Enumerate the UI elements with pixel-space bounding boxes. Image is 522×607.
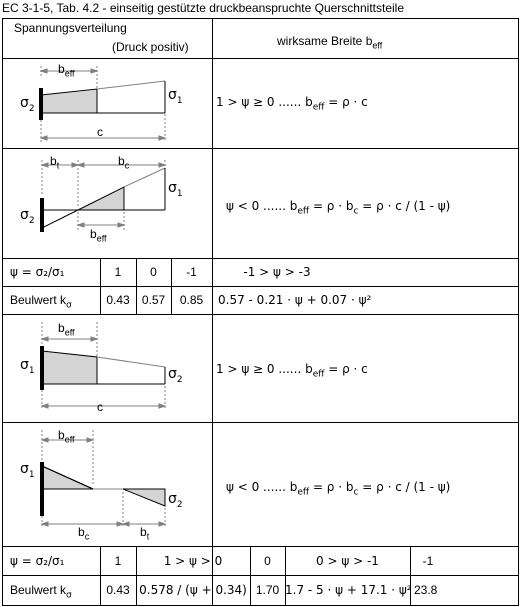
row-k-1-v4: 0.57 - 0.21 · ψ + 0.07 · ψ² — [218, 293, 372, 307]
d2-beff-base: b — [90, 227, 97, 241]
row-psi-1-label: ψ = σ₂/σ₁ — [10, 265, 65, 279]
row-psi-2-v4: 0 > ψ > -1 — [316, 554, 379, 568]
d1-beff-label — [58, 62, 75, 79]
dim-c-1 — [41, 114, 165, 142]
d2-bt-base: b — [50, 154, 57, 168]
formula-4-cond: ψ < 0 ...... b — [226, 480, 298, 494]
formula-1-rest: = ρ · c — [324, 95, 368, 109]
formula-4-rest2: = ρ · c / (1 - ψ) — [358, 480, 451, 494]
row-k-2-v2: 0.578 / (ψ + 0.34) — [139, 583, 247, 597]
d2-bc-label — [118, 154, 130, 171]
d2-sigma-left — [20, 207, 35, 226]
d3-c-label: c — [97, 400, 103, 414]
row-k-1-label — [10, 293, 72, 311]
formula-3 — [216, 362, 368, 380]
header-right — [277, 34, 383, 51]
diagram-4 — [2, 422, 212, 546]
d4-sigma-right — [168, 491, 183, 510]
formula-3-cond: 1 > ψ ≥ 0 ...... b — [216, 362, 313, 376]
formula-3-sub: eff — [312, 369, 325, 380]
stress-line-3 — [97, 357, 165, 367]
formula-3-rest: = ρ · c — [324, 362, 368, 376]
stress-line-1 — [97, 81, 165, 89]
header-right-text: wirksame Breite b — [277, 34, 373, 48]
d2-sigma-right-sub: 1 — [176, 188, 183, 199]
d2-bc-base: b — [118, 154, 125, 168]
d1-sigma-right-sub: 1 — [176, 95, 183, 106]
d2-bt-label — [50, 154, 60, 171]
row-psi-1-v1: 1 — [114, 265, 122, 279]
d2-beff-label — [90, 227, 107, 244]
d4-bt-label — [140, 525, 150, 542]
row-psi-1-v3: -1 — [186, 265, 197, 279]
d4-sigma-left-base: σ — [20, 461, 29, 477]
d2-sigma-left-sub: 2 — [28, 215, 35, 226]
formula-2-rest2: = ρ · c / (1 - ψ) — [358, 199, 451, 213]
header-left-line1: Spannungsverteilung — [14, 21, 127, 35]
d4-beff-label — [58, 428, 75, 445]
d3-beff-label — [58, 321, 75, 338]
formula-2-rest: = ρ · b — [309, 199, 354, 213]
row-k-2-label-base: Beulwert k — [10, 583, 67, 597]
row-k-1-label-sub: σ — [66, 300, 72, 311]
d1-sigma-right — [168, 87, 183, 106]
row-k-2-label — [10, 583, 72, 601]
d4-beff-base: b — [58, 428, 65, 442]
d4-bc-sub: c — [84, 531, 90, 542]
d3-sigma-left — [20, 357, 35, 376]
formula-4-sub: eff — [297, 487, 310, 498]
formula-4-sub2: c — [353, 487, 359, 498]
d1-beff-sub: eff — [64, 68, 75, 79]
d3-beff-base: b — [58, 321, 65, 335]
diagram-2 — [2, 148, 212, 258]
d2-beff-sub: eff — [96, 233, 107, 244]
tension-area-4 — [123, 489, 165, 506]
d3-sigma-right — [168, 366, 183, 385]
formula-4-rest: = ρ · b — [309, 480, 354, 494]
row-k-1-v3: 0.85 — [179, 293, 204, 307]
d4-sigma-left-sub: 1 — [28, 469, 35, 480]
formula-2-sub2: c — [353, 206, 359, 217]
tension-area-2 — [42, 210, 78, 228]
d2-sigma-left-base: σ — [20, 207, 29, 223]
effective-area-1 — [41, 89, 97, 113]
formula-2 — [226, 199, 451, 217]
row-psi-2-v5: -1 — [422, 554, 434, 568]
d4-bc-label — [78, 525, 90, 542]
d4-bc-base: b — [78, 525, 85, 539]
d2-sigma-right-base: σ — [168, 180, 177, 196]
row-psi-2-v2: 1 > ψ > 0 — [163, 554, 223, 568]
row-k-1-label-base: Beulwert k — [10, 293, 67, 307]
d1-sigma-right-base: σ — [168, 87, 177, 103]
dim-c-3 — [42, 386, 165, 410]
row-psi-1-v4: -1 > ψ > -3 — [243, 265, 311, 279]
row-k-2-v4: 1.7 - 5 · ψ + 17.1 · ψ² — [285, 583, 412, 597]
row-k-1-v2: 0.57 — [141, 293, 166, 307]
d4-beff-sub: eff — [64, 434, 75, 445]
d3-sigma-left-base: σ — [20, 357, 29, 373]
d3-beff-sub: eff — [64, 327, 75, 338]
row-k-2-v3: 1.70 — [255, 583, 280, 597]
row-psi-2-v3: 0 — [264, 554, 271, 568]
header-left-line2: (Druck positiv) — [112, 40, 189, 54]
row-k-2-label-sub: σ — [66, 590, 72, 601]
page-title: EC 3-1-5, Tab. 4.2 - einseitig gestützte druckbeanspruchte Querschnittsteile — [2, 1, 404, 15]
row-psi-2-v1: 1 — [114, 554, 122, 568]
d1-sigma-left-sub: 2 — [28, 103, 35, 114]
d1-c-label: c — [97, 125, 103, 139]
d1-sigma-left — [20, 95, 35, 114]
d2-bt-sub: t — [56, 160, 60, 171]
header-right-sub: eff — [372, 40, 383, 51]
d3-sigma-left-sub: 1 — [28, 365, 35, 376]
stress-line-2 — [124, 168, 165, 187]
row-k-2-v1: 0.43 — [106, 583, 130, 597]
row-psi-2-label: ψ = σ₂/σ₁ — [10, 554, 65, 568]
d2-sigma-right — [168, 180, 183, 199]
d2-bc-sub: c — [124, 160, 130, 171]
d3-sigma-right-base: σ — [168, 366, 177, 382]
formula-1-cond: 1 > ψ ≥ 0 ...... b — [216, 95, 313, 109]
d4-sigma-right-sub: 2 — [176, 499, 183, 510]
d3-sigma-right-sub: 2 — [176, 374, 183, 385]
formula-2-sub: eff — [297, 206, 310, 217]
d4-bt-base: b — [140, 525, 147, 539]
d1-beff-base: b — [58, 62, 65, 76]
d1-sigma-left-base: σ — [20, 95, 29, 111]
row-k-2-v5: 23.8 — [414, 583, 438, 597]
formula-2-cond: ψ < 0 ...... b — [226, 199, 298, 213]
d4-sigma-right-base: σ — [168, 491, 177, 507]
row-k-1-v1: 0.43 — [106, 293, 130, 307]
formula-1-sub: eff — [312, 102, 325, 113]
row-psi-1-v2: 0 — [150, 265, 157, 279]
d4-bt-sub: t — [146, 531, 150, 542]
formula-1 — [216, 95, 368, 113]
d4-sigma-left — [20, 461, 35, 480]
effective-area-2 — [78, 187, 124, 210]
effective-area-3 — [42, 351, 97, 384]
formula-4 — [226, 480, 451, 498]
